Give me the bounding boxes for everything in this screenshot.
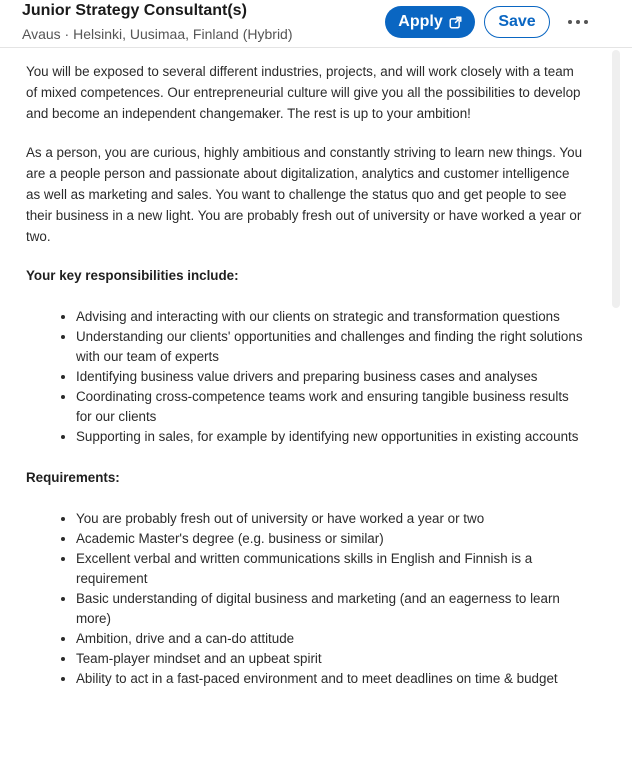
list-item: • Advising and interacting with our clients on strategic and transformation questions	[76, 307, 586, 327]
external-link-icon	[449, 16, 462, 29]
responsibilities-list	[26, 307, 586, 447]
job-description	[26, 61, 586, 709]
list-item: • Identifying business value drivers and preparing business cases and analyses	[76, 367, 586, 387]
list-item: • Basic understanding of digital business and marketing (and an eagerness to learn more)	[76, 589, 586, 629]
description-paragraph: You will be exposed to several different industries, projects, and will work closely with a team of mixed competences. Our entrepreneurial culture will give you all the possibilities to develop and become an independent changemaker. The rest is up to your ambition!	[26, 64, 581, 121]
list-item: • Coordinating cross-competence teams work and ensuring tangible business results for our clients	[76, 387, 586, 427]
list-item: • Supporting in sales, for example by identifying new opportunities in existing accounts	[76, 427, 586, 447]
list-item: • Understanding our clients' opportunities and challenges and finding the right solutions with our team of experts	[76, 327, 586, 367]
list-item: • Ambition, drive and a can-do attitude	[76, 629, 586, 649]
apply-button[interactable]	[385, 6, 475, 38]
requirements-list	[26, 509, 586, 689]
list-item: • Excellent verbal and written communications skills in English and Finnish is a requirement	[76, 549, 586, 589]
requirements-heading: Requirements:	[26, 470, 120, 485]
description-paragraph: As a person, you are curious, highly ambitious and constantly striving to learn new things. You are a people person and passionate about digitalization, analytics and customer intelligence as well as marketing and sales. You want to challenge the status quo and get people to see their business in a new light. You are probably fresh out of university or have worked a year or two.	[26, 145, 583, 244]
job-title[interactable]: Junior Strategy Consultant(s)	[22, 2, 247, 19]
apply-button-label: Apply	[398, 13, 443, 30]
more-horizontal-icon	[568, 20, 572, 24]
list-item: • Academic Master's degree (e.g. business or similar)	[76, 529, 586, 549]
job-header	[0, 0, 632, 48]
more-horizontal-icon	[584, 20, 588, 24]
scrollbar[interactable]	[612, 50, 620, 308]
more-options-button[interactable]	[562, 8, 594, 36]
more-horizontal-icon	[576, 20, 580, 24]
list-item: • Team-player mindset and an upbeat spirit	[76, 649, 586, 669]
job-company-location: Avaus · Helsinki, Uusimaa, Finland (Hybrid)	[22, 26, 293, 42]
list-item: • Ability to act in a fast-paced environment and to meet deadlines on time & budget	[76, 669, 586, 689]
list-item: • You are probably fresh out of university or have worked a year or two	[76, 509, 586, 529]
save-button[interactable]: Save	[484, 6, 550, 38]
responsibilities-heading: Your key responsibilities include:	[26, 268, 239, 283]
